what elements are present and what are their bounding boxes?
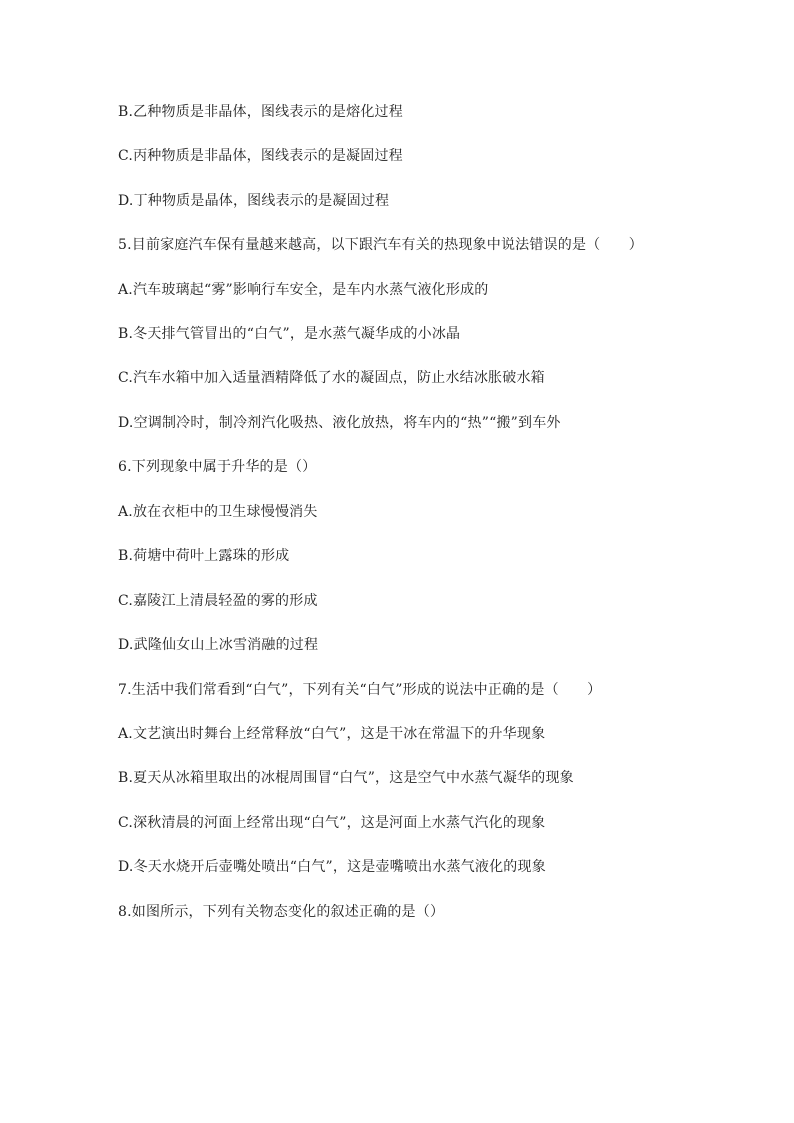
- option-5c: C.汽车水箱中加入适量酒精降低了水的凝固点，防止水结冰胀破水箱: [118, 370, 545, 386]
- question-8: 8.如图所示，下列有关物态变化的叙述正确的是（）: [118, 904, 445, 920]
- option-6a: A.放在衣柜中的卫生球慢慢消失: [118, 504, 318, 520]
- option-6d: D.武隆仙女山上冰雪消融的过程: [118, 637, 319, 653]
- option-7b: B.夏天从冰箱里取出的冰棍周围冒“白气”，这是空气中水蒸气凝华的现象: [118, 770, 574, 786]
- option-7a: A.文艺演出时舞台上经常释放“白气”，这是干冰在常温下的升华现象: [118, 726, 546, 742]
- option-4c: C.丙种物质是非晶体，图线表示的是凝固过程: [118, 148, 403, 164]
- option-6c: C.嘉陵江上清晨轻盈的雾的形成: [118, 593, 318, 609]
- option-7d: D.冬天水烧开后壶嘴处喷出“白气”，这是壶嘴喷出水蒸气液化的现象: [118, 859, 546, 875]
- question-7: 7.生活中我们常看到“白气”，下列有关“白气”形成的说法中正确的是（ ）: [118, 682, 602, 698]
- option-5a: A.汽车玻璃起“雾”影响行车安全，是车内水蒸气液化形成的: [118, 282, 489, 298]
- question-6: 6.下列现象中属于升华的是（）: [118, 459, 317, 475]
- option-6b: B.荷塘中荷叶上露珠的形成: [118, 548, 290, 564]
- option-5d: D.空调制冷时，制冷剂汽化吸热、液化放热，将车内的“热”“搬”到车外: [118, 415, 561, 431]
- option-5b: B.冬天排气管冒出的“白气”，是水蒸气凝华成的小冰晶: [118, 326, 461, 342]
- question-5: 5.目前家庭汽车保有量越来越高，以下跟汽车有关的热现象中说法错误的是（ ）: [118, 237, 643, 253]
- option-4d: D.丁种物质是晶体，图线表示的是凝固过程: [118, 193, 390, 209]
- option-7c: C.深秋清晨的河面上经常出现“白气”，这是河面上水蒸气汽化的现象: [118, 815, 546, 831]
- option-4b: B.乙种物质是非晶体，图线表示的是熔化过程: [118, 104, 403, 120]
